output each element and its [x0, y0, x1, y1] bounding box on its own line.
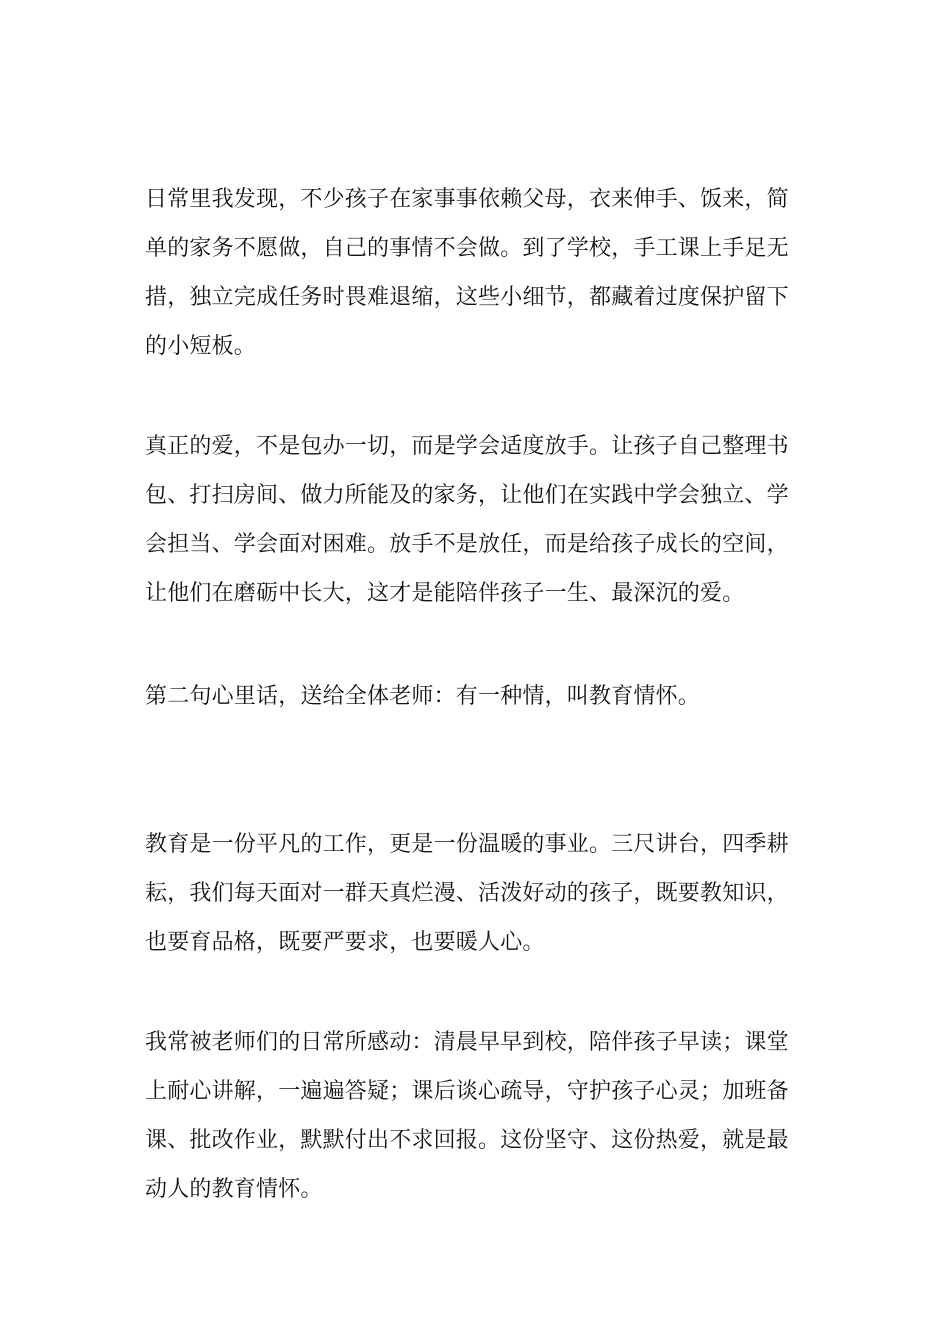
text-line: 真正的爱，不是包办一切，而是学会适度放手。让孩子自己整理书 [145, 434, 789, 459]
paragraph-1 [145, 175, 810, 371]
text-line: 动人的教育情怀。 [145, 1177, 323, 1202]
text-line: 上耐心讲解，一遍遍答疑；课后谈心疏导，守护孩子心灵；加班备 [145, 1079, 789, 1104]
text-line: 我常被老师们的日常所感动：清晨早早到校，陪伴孩子早读；课堂 [145, 1030, 789, 1055]
text-line: 第二句心里话，送给全体老师：有一种情，叫教育情怀。 [145, 684, 701, 709]
text-line: 耘，我们每天面对一群天真烂漫、活泼好动的孩子，既要教知识， [145, 881, 789, 906]
text-line: 包、打扫房间、做力所能及的家务，让他们在实践中学会独立、学 [145, 483, 789, 508]
text-line: 让他们在磨砺中长大，这才是能陪伴孩子一生、最深沉的爱。 [145, 581, 745, 606]
text-line: 日常里我发现，不少孩子在家事事依赖父母，衣来伸手、饭来，简 [145, 187, 789, 212]
text-line: 单的家务不愿做，自己的事情不会做。到了学校，手工课上手足无 [145, 236, 789, 261]
text-line: 的小短板。 [145, 334, 257, 359]
text-line: 会担当、学会面对困难。放手不是放任，而是给孩子成长的空间， [145, 532, 789, 557]
text-line: 教育是一份平凡的工作，更是一份温暖的事业。三尺讲台，四季耕 [145, 832, 789, 857]
paragraph-3 [145, 672, 810, 721]
text-line: 措，独立完成任务时畏难退缩，这些小细节，都藏着过度保护留下 [145, 285, 789, 310]
text-line: 也要育品格，既要严要求，也要暖人心。 [145, 930, 545, 955]
paragraph-4 [145, 820, 810, 967]
text-line: 课、批改作业，默默付出不求回报。这份坚守、这份热爱，就是最 [145, 1128, 789, 1153]
paragraph-5 [145, 1018, 810, 1214]
paragraph-2 [145, 422, 810, 618]
